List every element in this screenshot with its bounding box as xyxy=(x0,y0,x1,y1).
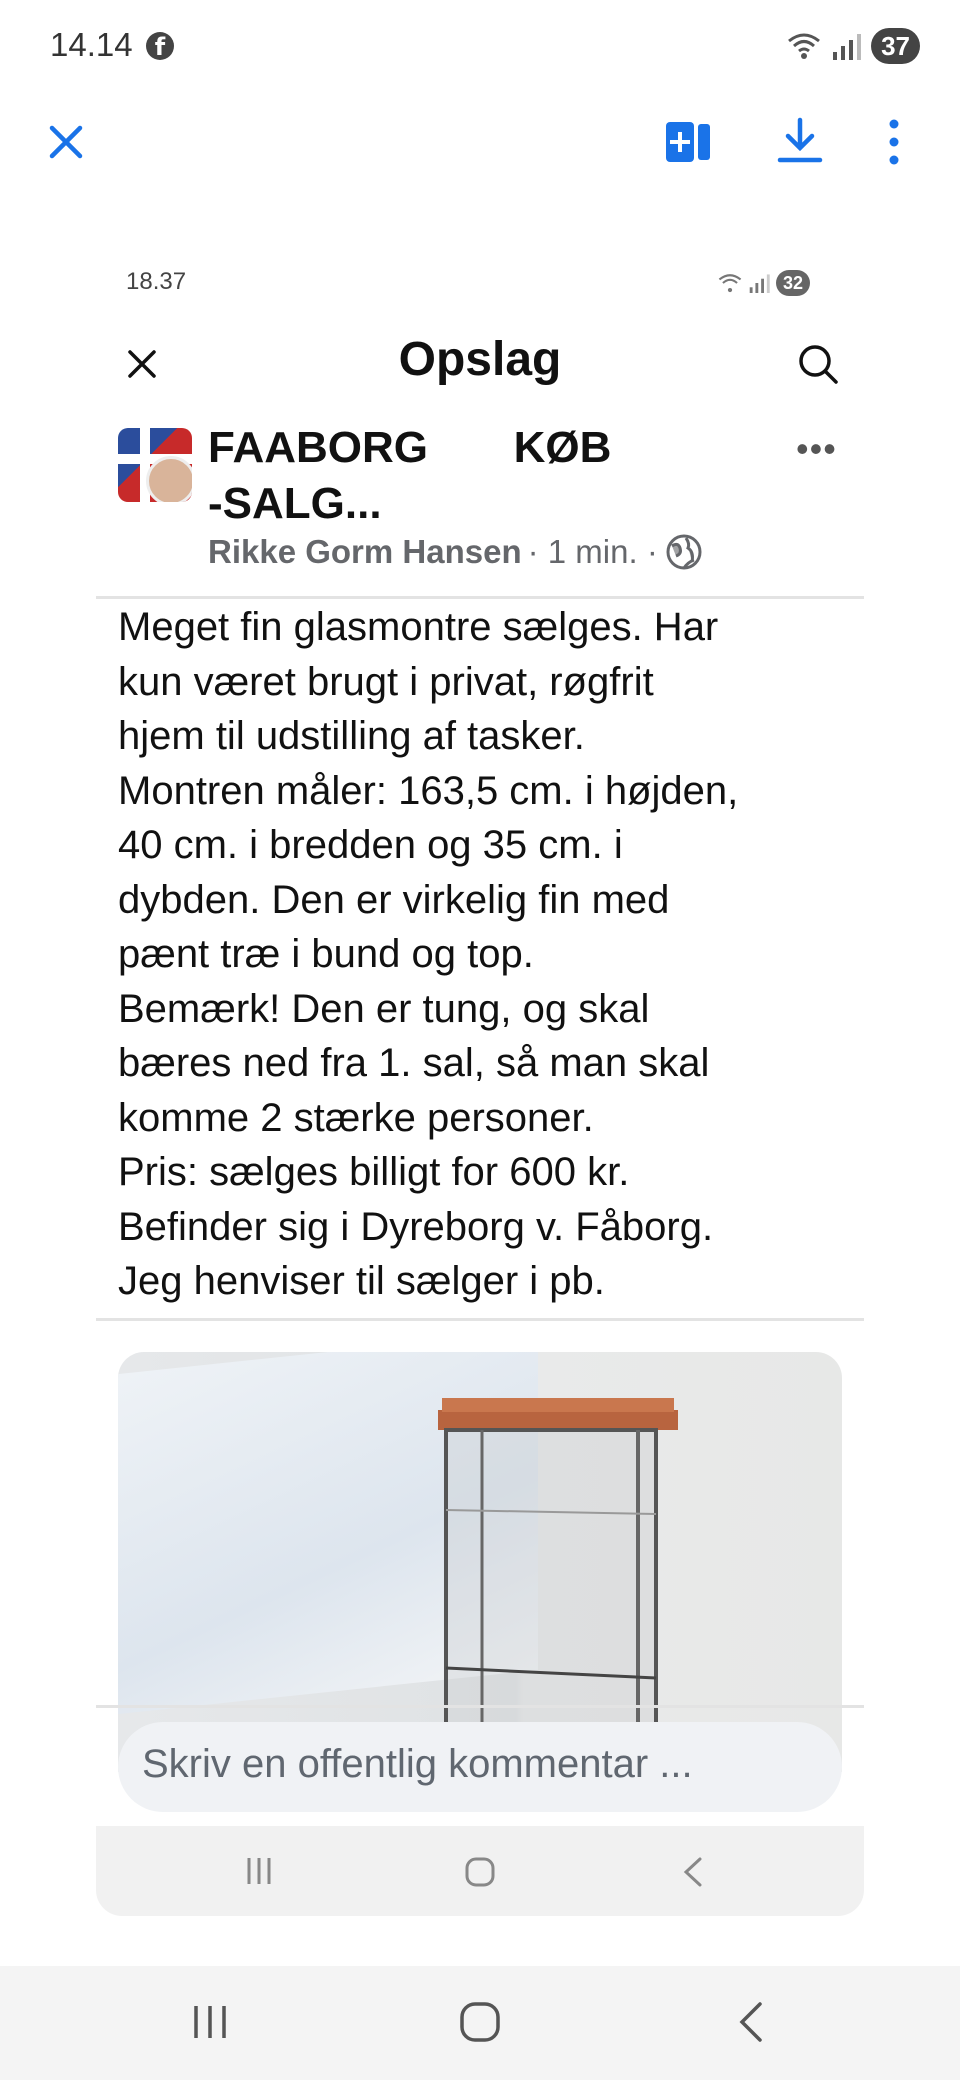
wifi-icon xyxy=(718,272,742,294)
outer-status-bar xyxy=(0,0,960,92)
add-to-pdf-icon[interactable] xyxy=(664,120,714,164)
inner-status-icons xyxy=(718,270,810,296)
post-text-line: komme 2 stærke personer. xyxy=(118,1095,594,1140)
user-avatar xyxy=(146,456,192,502)
post-text-line: Jeg henviser til sælger i pb. xyxy=(118,1259,605,1303)
signal-icon xyxy=(748,273,770,293)
more-options-icon[interactable] xyxy=(884,118,904,166)
post-text-line: Befinder sig i Dyreborg v. Fåborg. xyxy=(118,1204,714,1249)
post-text-line: kun været brugt i privat, røgfrit xyxy=(118,659,654,704)
battery-indicator: 37 xyxy=(871,28,920,64)
download-icon[interactable] xyxy=(776,116,824,164)
battery-indicator: 32 xyxy=(776,270,810,296)
globe-icon xyxy=(664,532,704,572)
system-navigation-bar xyxy=(0,1966,960,2080)
post-header xyxy=(96,318,864,408)
signal-icon xyxy=(831,32,861,60)
post-text-line: Bemærk! Den er tung, og skal xyxy=(118,986,650,1031)
post-text-line: dybden. Den er virkelig fin med xyxy=(118,877,670,922)
outer-status-time: 14.14 xyxy=(50,26,133,63)
outer-status-icons xyxy=(787,28,920,64)
divider xyxy=(96,1705,864,1708)
facebook-notification-icon: f xyxy=(146,32,174,60)
recent-apps-icon[interactable] xyxy=(244,1856,274,1886)
wifi-icon xyxy=(787,31,821,61)
back-icon[interactable] xyxy=(680,1856,704,1888)
post-time: · 1 min. · xyxy=(527,533,658,570)
comment-input[interactable] xyxy=(118,1722,842,1812)
recent-apps-icon[interactable] xyxy=(190,2002,230,2042)
group-name-line: -SALG... xyxy=(208,479,382,528)
screenshot-preview xyxy=(96,252,864,1916)
home-icon[interactable] xyxy=(458,2000,502,2044)
author-name[interactable]: Rikke Gorm Hansen xyxy=(208,533,522,570)
post-photo[interactable] xyxy=(118,1352,842,1772)
divider xyxy=(96,1318,864,1321)
post-text-line: bæres ned fra 1. sal, så man skal xyxy=(118,1041,710,1085)
post-text-line: Meget fin glasmontre sælges. Har xyxy=(118,605,719,649)
glass-cabinet-image xyxy=(438,1388,678,1772)
back-icon[interactable] xyxy=(734,2000,766,2044)
search-icon[interactable] xyxy=(796,342,840,386)
post-meta xyxy=(208,532,704,572)
post-text xyxy=(118,600,854,1309)
comment-placeholder: Skriv en offentlig kommentar ... xyxy=(142,1742,693,1786)
divider xyxy=(96,596,864,599)
home-icon[interactable] xyxy=(464,1856,496,1888)
viewer-toolbar xyxy=(0,92,960,192)
post-text-line: pænt træ i bund og top. xyxy=(118,932,534,976)
group-name[interactable] xyxy=(208,420,628,532)
post-text-line: Montren måler: 163,5 cm. i højden, xyxy=(118,768,739,813)
inner-status-time: 18.37 xyxy=(126,268,187,295)
post-text-line: Pris: sælges billigt for 600 kr. xyxy=(118,1150,630,1194)
inner-navigation-bar xyxy=(96,1826,864,1916)
group-name-line: FAABORG KØB xyxy=(208,423,612,472)
page-title: Opslag xyxy=(398,333,562,386)
inner-status-bar xyxy=(96,252,864,304)
post-text-line: hjem til udstilling af tasker. xyxy=(118,714,585,758)
group-avatar[interactable] xyxy=(118,428,192,502)
close-icon[interactable] xyxy=(46,122,86,162)
post-text-line: 40 cm. i bredden og 35 cm. i xyxy=(118,823,623,867)
more-icon[interactable]: ••• xyxy=(796,428,837,469)
